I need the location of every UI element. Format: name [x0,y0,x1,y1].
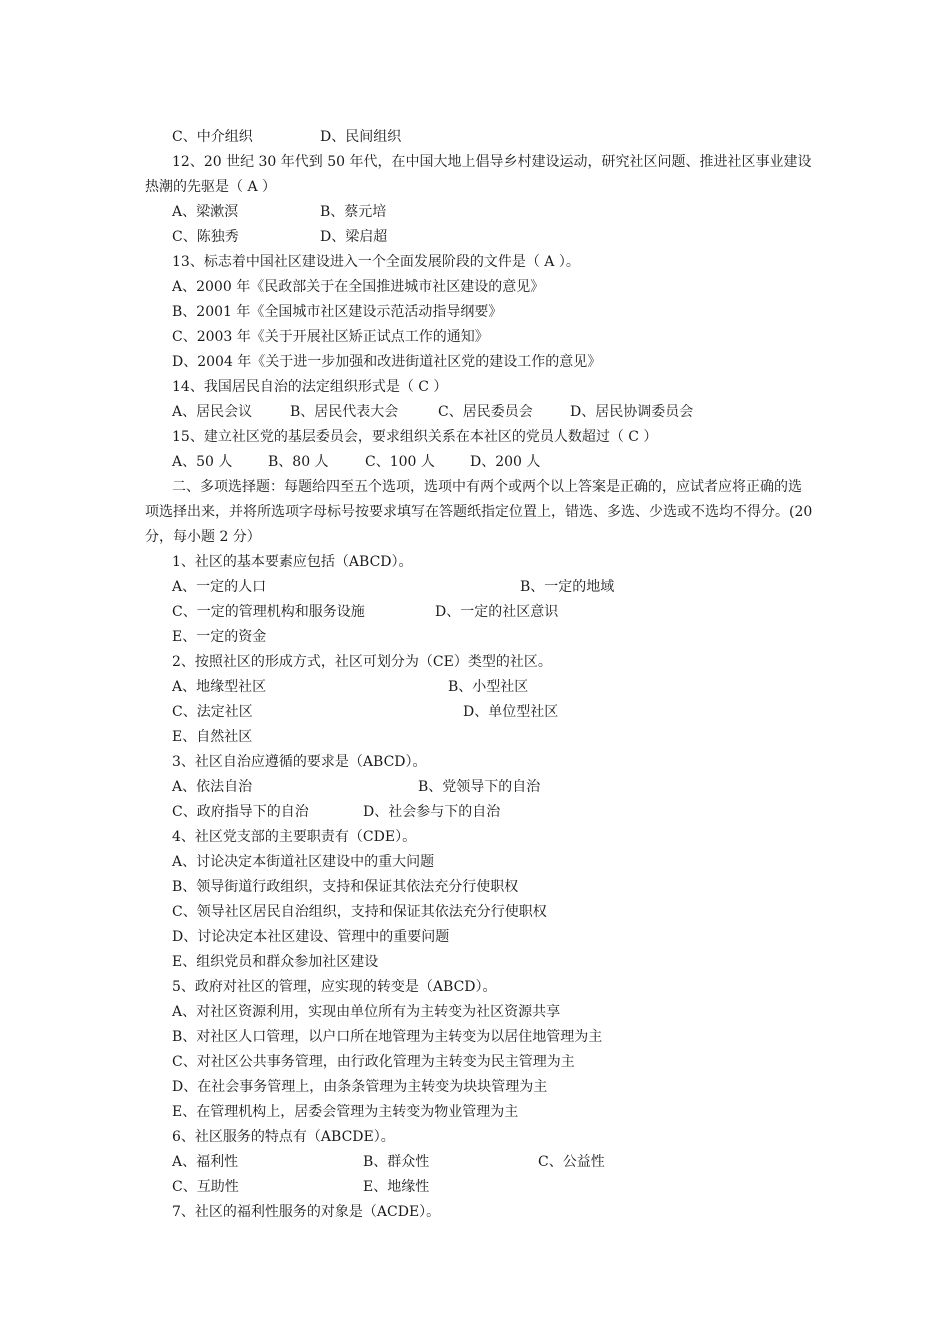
section-heading-cont: 项选择出来，并将所选项字母标号按要求填写在答题纸指定位置上，错选、多选、少选或不选均不得分。(20 [145,504,813,520]
option-b: B、小型社区 [448,679,529,695]
option-e: E、组织党员和群众参加社区建设 [172,954,379,970]
option-c: C、政府指导下的自治 [172,804,309,820]
question-14: 14、我国居民自治的法定组织形式是（ C ） [172,379,448,395]
section-heading: 二、多项选择题：每题给四至五个选项，选项中有两个或两个以上答案是正确的，应试者应将正确的选 [172,479,802,495]
option-e: E、在管理机构上，居委会管理为主转变为物业管理为主 [172,1104,519,1120]
question-12: 12、20 世纪 30 年代到 50 年代，在中国大地上倡导乡村建设运动，研究社区问题、推进社区事业建设 [172,154,812,170]
question-6: 6、社区服务的特点有（ABCDE）。 [172,1129,395,1145]
option-b: B、对社区人口管理，以户口所在地管理为主转变为以居住地管理为主 [172,1029,603,1045]
option-line [172,128,253,146]
option-e: E、自然社区 [172,729,253,745]
option-c: C、100 人 [365,454,435,470]
question-2: 2、按照社区的形成方式，社区可划分为（CE）类型的社区。 [172,654,552,670]
option-d: D、单位型社区 [463,704,559,720]
option-a: A、福利性 [172,1154,239,1170]
option-c: C、居民委员会 [438,404,533,420]
question-13: 13、标志着中国社区建设进入一个全面发展阶段的文件是（ A ）。 [172,254,580,270]
option-c: C、法定社区 [172,704,253,720]
question-3: 3、社区自治应遵循的要求是（ABCD）。 [172,754,427,770]
option-b: B、领导街道行政组织，支持和保证其依法充分行使职权 [172,879,519,895]
option-c: C、公益性 [538,1154,605,1170]
option-c: C、陈独秀 [172,229,239,245]
option-b: B、80 人 [268,454,329,470]
option-b: B、群众性 [363,1154,430,1170]
option-d: D、200 人 [470,454,541,470]
question-7: 7、社区的福利性服务的对象是（ACDE）。 [172,1204,441,1220]
option-a: A、居民会议 [172,404,253,420]
option-e: E、地缘性 [363,1179,430,1195]
option-c: C、一定的管理机构和服务设施 [172,604,365,620]
option-b: B、2001 年《全国城市社区建设示范活动指导纲要》 [172,304,503,320]
option-d: D、民间组织 [320,129,402,145]
option-d: D、一定的社区意识 [435,604,559,620]
option-d: D、社会参与下的自治 [363,804,501,820]
option-d: D、2004 年《关于进一步加强和改进街道社区党的建设工作的意见》 [172,354,602,370]
option-a: A、梁漱溟 [172,204,239,220]
question-4: 4、社区党支部的主要职责有（CDE）。 [172,829,417,845]
option-e: E、一定的资金 [172,629,267,645]
option-d: D、居民协调委员会 [570,404,694,420]
option-d: D、讨论决定本社区建设、管理中的重要问题 [172,929,450,945]
option-a: A、2000 年《民政部关于在全国推进城市社区建设的意见》 [172,279,545,295]
option-b: B、蔡元培 [320,204,387,220]
option-d: D、梁启超 [320,229,388,245]
option-c: C、中介组织 [172,129,253,145]
option-a: A、地缘型社区 [172,679,267,695]
question-15: 15、建立社区党的基层委员会，要求组织关系在本社区的党员人数超过（ C ） [172,429,658,445]
option-a: A、一定的人口 [172,579,267,595]
option-b: B、党领导下的自治 [418,779,541,795]
option-c: C、对社区公共事务管理，由行政化管理为主转变为民主管理为主 [172,1054,575,1070]
question-12-cont: 热潮的先驱是（ A ） [145,179,277,195]
option-d: D、在社会事务管理上，由条条管理为主转变为块块管理为主 [172,1079,548,1095]
option-b: B、居民代表大会 [290,404,399,420]
option-a: A、对社区资源利用，实现由单位所有为主转变为社区资源共享 [172,1004,561,1020]
question-1: 1、社区的基本要素应包括（ABCD）。 [172,554,413,570]
option-a: A、讨论决定本街道社区建设中的重大问题 [172,854,435,870]
option-c: C、2003 年《关于开展社区矫正试点工作的通知》 [172,329,489,345]
option-b: B、一定的地域 [520,579,615,595]
option-a: A、依法自治 [172,779,253,795]
option-a: A、50 人 [172,454,233,470]
question-5: 5、政府对社区的管理，应实现的转变是（ABCD）。 [172,979,497,995]
option-c: C、领导社区居民自治组织，支持和保证其依法充分行使职权 [172,904,547,920]
option-c-2: C、互助性 [172,1179,239,1195]
section-heading-cont: 分，每小题 2 分） [145,529,261,545]
